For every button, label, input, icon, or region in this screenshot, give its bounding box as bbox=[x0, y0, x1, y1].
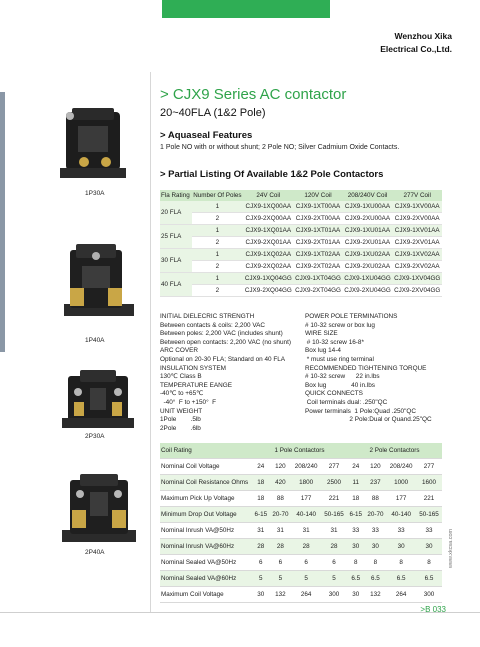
column-header: 1 Pole Contactors bbox=[252, 443, 347, 459]
page-number: >B 033 bbox=[420, 605, 446, 614]
table-cell: 120 bbox=[270, 459, 292, 475]
spec-line: 1Pole .5lb bbox=[160, 416, 201, 424]
table-cell: CJX9-1XV02AA bbox=[392, 249, 442, 261]
table-cell: 8 bbox=[347, 555, 365, 571]
fla-rating-cell: 20 FLA bbox=[160, 201, 192, 225]
spec-line: RECOMMENDED TIGHTENING TORQUE bbox=[305, 364, 427, 372]
table-cell: CJX9-1XU01AA bbox=[343, 225, 393, 237]
contactor-2p40a-image bbox=[60, 474, 138, 546]
table-cell: 277 bbox=[416, 459, 442, 475]
spec-line: 130℃ Class B bbox=[160, 373, 202, 381]
table-cell: 1 bbox=[192, 249, 244, 261]
table-cell: 1 bbox=[192, 201, 244, 213]
table-cell: 6 bbox=[270, 555, 292, 571]
spec-line: Between contacts & coils: 2,200 VAC bbox=[160, 321, 266, 329]
table-cell: 300 bbox=[416, 587, 442, 603]
table-cell: 28 bbox=[291, 539, 321, 555]
table-cell: CJX9-2XT00AA bbox=[293, 213, 342, 225]
table-row bbox=[160, 237, 442, 249]
table-cell: 1600 bbox=[416, 475, 442, 491]
row-label: Nominal Inrush VA@50Hz bbox=[160, 523, 252, 539]
side-strip bbox=[0, 92, 5, 352]
spec-line: # 10-32 screw 22 in.lbs bbox=[305, 373, 380, 381]
spec-line: UNIT WEIGHT bbox=[160, 407, 203, 415]
table-cell: 208/240 bbox=[386, 459, 416, 475]
table-cell: CJX9-1XT02AA bbox=[293, 249, 342, 261]
table-cell: CJX9-2XU01AA bbox=[343, 237, 393, 249]
page-subtitle: 20~40FLA (1&2 Pole) bbox=[160, 107, 266, 119]
table-cell: 31 bbox=[321, 523, 347, 539]
table-cell: 88 bbox=[365, 491, 387, 507]
table-cell: CJX9-2XV04GG bbox=[392, 285, 442, 297]
table-cell: 6.5 bbox=[347, 571, 365, 587]
table-cell: 40-140 bbox=[291, 507, 321, 523]
bottom-rule bbox=[0, 612, 480, 613]
table-cell: CJX9-2XQ00AA bbox=[243, 213, 293, 225]
table-cell: 18 bbox=[252, 491, 270, 507]
company-line-2: Electrical Co.,Ltd. bbox=[380, 44, 452, 54]
table-row bbox=[160, 213, 442, 225]
table-row bbox=[160, 475, 442, 491]
spec-line: -40℃ to +65℃ bbox=[160, 390, 204, 398]
table-cell: 277 bbox=[321, 459, 347, 475]
table-cell: 24 bbox=[252, 459, 270, 475]
spec-line: Optional on 20-30 FLA; Standard on 40 FLA bbox=[160, 355, 286, 363]
table-cell: CJX9-2XQ02AA bbox=[243, 261, 293, 273]
table-cell: CJX9-2XV02AA bbox=[392, 261, 442, 273]
table-cell: 6 bbox=[252, 555, 270, 571]
row-label: Maximum Pick Up Voltage bbox=[160, 491, 252, 507]
fla-rating-cell: 30 FLA bbox=[160, 249, 192, 273]
table-cell: CJX9-2XT04GG bbox=[293, 285, 342, 297]
table-cell: CJX9-2XU04GG bbox=[343, 285, 393, 297]
table-cell: 18 bbox=[252, 475, 270, 491]
table-cell: 31 bbox=[252, 523, 270, 539]
table-row bbox=[160, 261, 442, 273]
table-cell: 6 bbox=[291, 555, 321, 571]
table-cell: 2 bbox=[192, 285, 244, 297]
table-row bbox=[160, 201, 442, 213]
column-header: 277V Coil bbox=[392, 190, 442, 201]
spec-line: INITIAL DIELECRIC STRENGTH bbox=[160, 313, 255, 320]
spec-line: Box lug 14-4 bbox=[305, 347, 341, 355]
spec-line: QUICK CONNECTS bbox=[305, 390, 363, 398]
table-cell: 30 bbox=[365, 539, 387, 555]
table-row bbox=[160, 285, 442, 297]
row-label: Minimum Drop Out Voltage bbox=[160, 507, 252, 523]
table-cell: 237 bbox=[365, 475, 387, 491]
table-row bbox=[160, 523, 442, 539]
table-row bbox=[160, 273, 442, 285]
top-accent-bar bbox=[162, 0, 330, 18]
table-cell: CJX9-1XT01AA bbox=[293, 225, 342, 237]
table-cell: CJX9-1XQ00AA bbox=[243, 201, 293, 213]
table-cell: CJX9-1XT04GG bbox=[293, 273, 342, 285]
table-header-row bbox=[160, 190, 442, 201]
column-header: 120V Coil bbox=[293, 190, 342, 201]
table-cell: 30 bbox=[416, 539, 442, 555]
table-cell: 11 bbox=[347, 475, 365, 491]
contactor-1p30a-image bbox=[60, 106, 132, 184]
table-cell: 221 bbox=[321, 491, 347, 507]
spec-line: Coil terminals dual: .250"QC bbox=[305, 398, 388, 406]
table-cell: CJX9-1XQ01AA bbox=[243, 225, 293, 237]
spec-line: 2 Pole:Dual or Quand.25"QC bbox=[305, 416, 432, 424]
product-label-2p30a: 2P30A bbox=[85, 433, 105, 440]
table-cell: CJX9-1XU00AA bbox=[343, 201, 393, 213]
table-cell: 28 bbox=[321, 539, 347, 555]
features-text: 1 Pole NO with or without shunt; 2 Pole NO; Silver Cadmium Oxide Contacts. bbox=[160, 144, 400, 151]
table-row bbox=[160, 587, 442, 603]
table-cell: 264 bbox=[386, 587, 416, 603]
spec-line: # 10-32 screw 16-8* bbox=[305, 338, 364, 346]
table-cell: 2 bbox=[192, 261, 244, 273]
spec-line: Between open contacts: 2,200 VAC (no shunt) bbox=[160, 338, 291, 346]
table-cell: 30 bbox=[386, 539, 416, 555]
table-cell: 1 bbox=[192, 273, 244, 285]
table-cell: 6-15 bbox=[252, 507, 270, 523]
row-label: Nominal Inrush VA@60Hz bbox=[160, 539, 252, 555]
website-url: www.xkcsa.com bbox=[448, 528, 454, 568]
table-cell: 420 bbox=[270, 475, 292, 491]
partial-listing-heading: > Partial Listing Of Available 1&2 Pole Contactors bbox=[160, 169, 384, 180]
table-cell: 5 bbox=[252, 571, 270, 587]
table-row bbox=[160, 555, 442, 571]
table-cell: CJX9-2XV01AA bbox=[392, 237, 442, 249]
spec-line: INSULATION SYSTEM bbox=[160, 364, 226, 372]
table-cell: 1 bbox=[192, 225, 244, 237]
table-cell: 31 bbox=[291, 523, 321, 539]
table-cell: 30 bbox=[347, 587, 365, 603]
table-cell: 208/240 bbox=[291, 459, 321, 475]
table-cell: 8 bbox=[386, 555, 416, 571]
table-cell: 132 bbox=[270, 587, 292, 603]
column-divider bbox=[150, 72, 151, 612]
table-cell: 30 bbox=[347, 539, 365, 555]
company-name bbox=[380, 30, 452, 56]
table-cell: CJX9-1XV00AA bbox=[392, 201, 442, 213]
table-cell: 28 bbox=[252, 539, 270, 555]
spec-line: WIRE SIZE bbox=[305, 330, 338, 338]
table-row bbox=[160, 571, 442, 587]
table-cell: CJX9-2XU02AA bbox=[343, 261, 393, 273]
table-cell: 6.5 bbox=[365, 571, 387, 587]
column-header: Number Of Poles bbox=[193, 192, 242, 199]
table-cell: CJX9-1XU02AA bbox=[343, 249, 393, 261]
table-cell: 6-15 bbox=[347, 507, 365, 523]
row-label: Nominal Coil Voltage bbox=[160, 459, 252, 475]
table-cell: 300 bbox=[321, 587, 347, 603]
spec-line: -40° F to +150° F bbox=[160, 398, 217, 406]
product-label-1p30a: 1P30A bbox=[85, 190, 105, 197]
specs-left-column bbox=[160, 313, 300, 433]
spec-line: Box lug 40 in.lbs bbox=[305, 381, 375, 389]
table-cell: CJX9-1XV01AA bbox=[392, 225, 442, 237]
table-cell: 30 bbox=[252, 587, 270, 603]
fla-rating-cell: 25 FLA bbox=[160, 225, 192, 249]
table-cell: CJX9-2XT02AA bbox=[293, 261, 342, 273]
table-cell: CJX9-2XQ04GG bbox=[243, 285, 293, 297]
coil-rating-table bbox=[160, 443, 442, 603]
table-cell: 28 bbox=[270, 539, 292, 555]
table-cell: 20-70 bbox=[270, 507, 292, 523]
table-cell: CJX9-2XQ01AA bbox=[243, 237, 293, 249]
row-label: Maximum Coil Voltage bbox=[160, 587, 252, 603]
table-cell: 177 bbox=[291, 491, 321, 507]
table-cell: CJX9-1XT00AA bbox=[293, 201, 342, 213]
table-cell: 24 bbox=[347, 459, 365, 475]
table-cell: 18 bbox=[347, 491, 365, 507]
table-cell: CJX9-2XU00AA bbox=[343, 213, 393, 225]
spec-line: Power terminals 1 Pole:Quad .250"QC bbox=[305, 407, 416, 415]
product-label-1p40a: 1P40A bbox=[85, 337, 105, 344]
table-cell: 33 bbox=[365, 523, 387, 539]
table-cell: 2 bbox=[192, 237, 244, 249]
table-cell: 2500 bbox=[321, 475, 347, 491]
table-cell: 1000 bbox=[386, 475, 416, 491]
table-row bbox=[160, 539, 442, 555]
table-cell: CJX9-1XV04GG bbox=[392, 273, 442, 285]
spec-line: 2Pole .6lb bbox=[160, 424, 201, 432]
table-cell: 264 bbox=[291, 587, 321, 603]
column-header: Fla Rating bbox=[161, 192, 190, 199]
column-header: Coil Rating bbox=[160, 443, 252, 459]
page-title: > CJX9 Series AC contactor bbox=[160, 86, 347, 103]
table-cell: 120 bbox=[365, 459, 387, 475]
contactor-2p30a-image bbox=[60, 370, 136, 432]
table-cell: CJX9-2XV00AA bbox=[392, 213, 442, 225]
table-row bbox=[160, 507, 442, 523]
table-cell: 88 bbox=[270, 491, 292, 507]
table-row bbox=[160, 491, 442, 507]
specs-right-column bbox=[305, 313, 455, 425]
table-cell: 33 bbox=[347, 523, 365, 539]
spec-line: # 10-32 screw or box lug bbox=[305, 321, 375, 329]
row-label: Nominal Coil Resistance Ohms bbox=[160, 475, 252, 491]
spec-line: ARC COVER bbox=[160, 347, 198, 355]
fla-rating-cell: 40 FLA bbox=[160, 273, 192, 297]
table-cell: 8 bbox=[365, 555, 387, 571]
spec-line: * must use ring terminal bbox=[305, 355, 374, 363]
table-cell: 2 bbox=[192, 213, 244, 225]
table-cell: 5 bbox=[270, 571, 292, 587]
spec-line: Between poles: 2,200 VAC (includes shunt) bbox=[160, 330, 283, 338]
table-row bbox=[160, 459, 442, 475]
table-cell: 177 bbox=[386, 491, 416, 507]
column-header: 24V Coil bbox=[243, 190, 293, 201]
table-cell: 221 bbox=[416, 491, 442, 507]
table-row bbox=[160, 249, 442, 261]
table-cell: 33 bbox=[416, 523, 442, 539]
table-cell: 40-140 bbox=[386, 507, 416, 523]
row-label: Nominal Sealed VA@60Hz bbox=[160, 571, 252, 587]
table-cell: 6.5 bbox=[386, 571, 416, 587]
product-label-2p40a: 2P40A bbox=[85, 549, 105, 556]
column-header: 2 Pole Contactors bbox=[347, 443, 442, 459]
table-cell: 5 bbox=[321, 571, 347, 587]
table-cell: 1800 bbox=[291, 475, 321, 491]
features-heading: > Aquaseal Features bbox=[160, 130, 253, 141]
table-cell: 6 bbox=[321, 555, 347, 571]
table-cell: 33 bbox=[386, 523, 416, 539]
table-cell: 6.5 bbox=[416, 571, 442, 587]
company-line-1: Wenzhou Xika bbox=[394, 31, 452, 41]
table-cell: 50-165 bbox=[321, 507, 347, 523]
table-row bbox=[160, 225, 442, 237]
partial-listing-table bbox=[160, 190, 442, 297]
table-cell: 5 bbox=[291, 571, 321, 587]
table-cell: CJX9-1XQ02AA bbox=[243, 249, 293, 261]
row-label: Nominal Sealed VA@50Hz bbox=[160, 555, 252, 571]
table-cell: 20-70 bbox=[365, 507, 387, 523]
spec-line: TEMPERATURE EANGE bbox=[160, 381, 232, 389]
table-cell: 132 bbox=[365, 587, 387, 603]
table-cell: 31 bbox=[270, 523, 292, 539]
table-cell: 50-165 bbox=[416, 507, 442, 523]
table-cell: CJX9-1XU04GG bbox=[343, 273, 393, 285]
contactor-1p40a-image bbox=[60, 240, 136, 324]
spec-line: POWER POLE TERMINATIONS bbox=[305, 313, 398, 320]
table-cell: 8 bbox=[416, 555, 442, 571]
table-header-row bbox=[160, 443, 442, 459]
table-cell: CJX9-1XQ04GG bbox=[243, 273, 293, 285]
table-cell: CJX9-2XT01AA bbox=[293, 237, 342, 249]
column-header: 208/240V Coil bbox=[343, 190, 393, 201]
